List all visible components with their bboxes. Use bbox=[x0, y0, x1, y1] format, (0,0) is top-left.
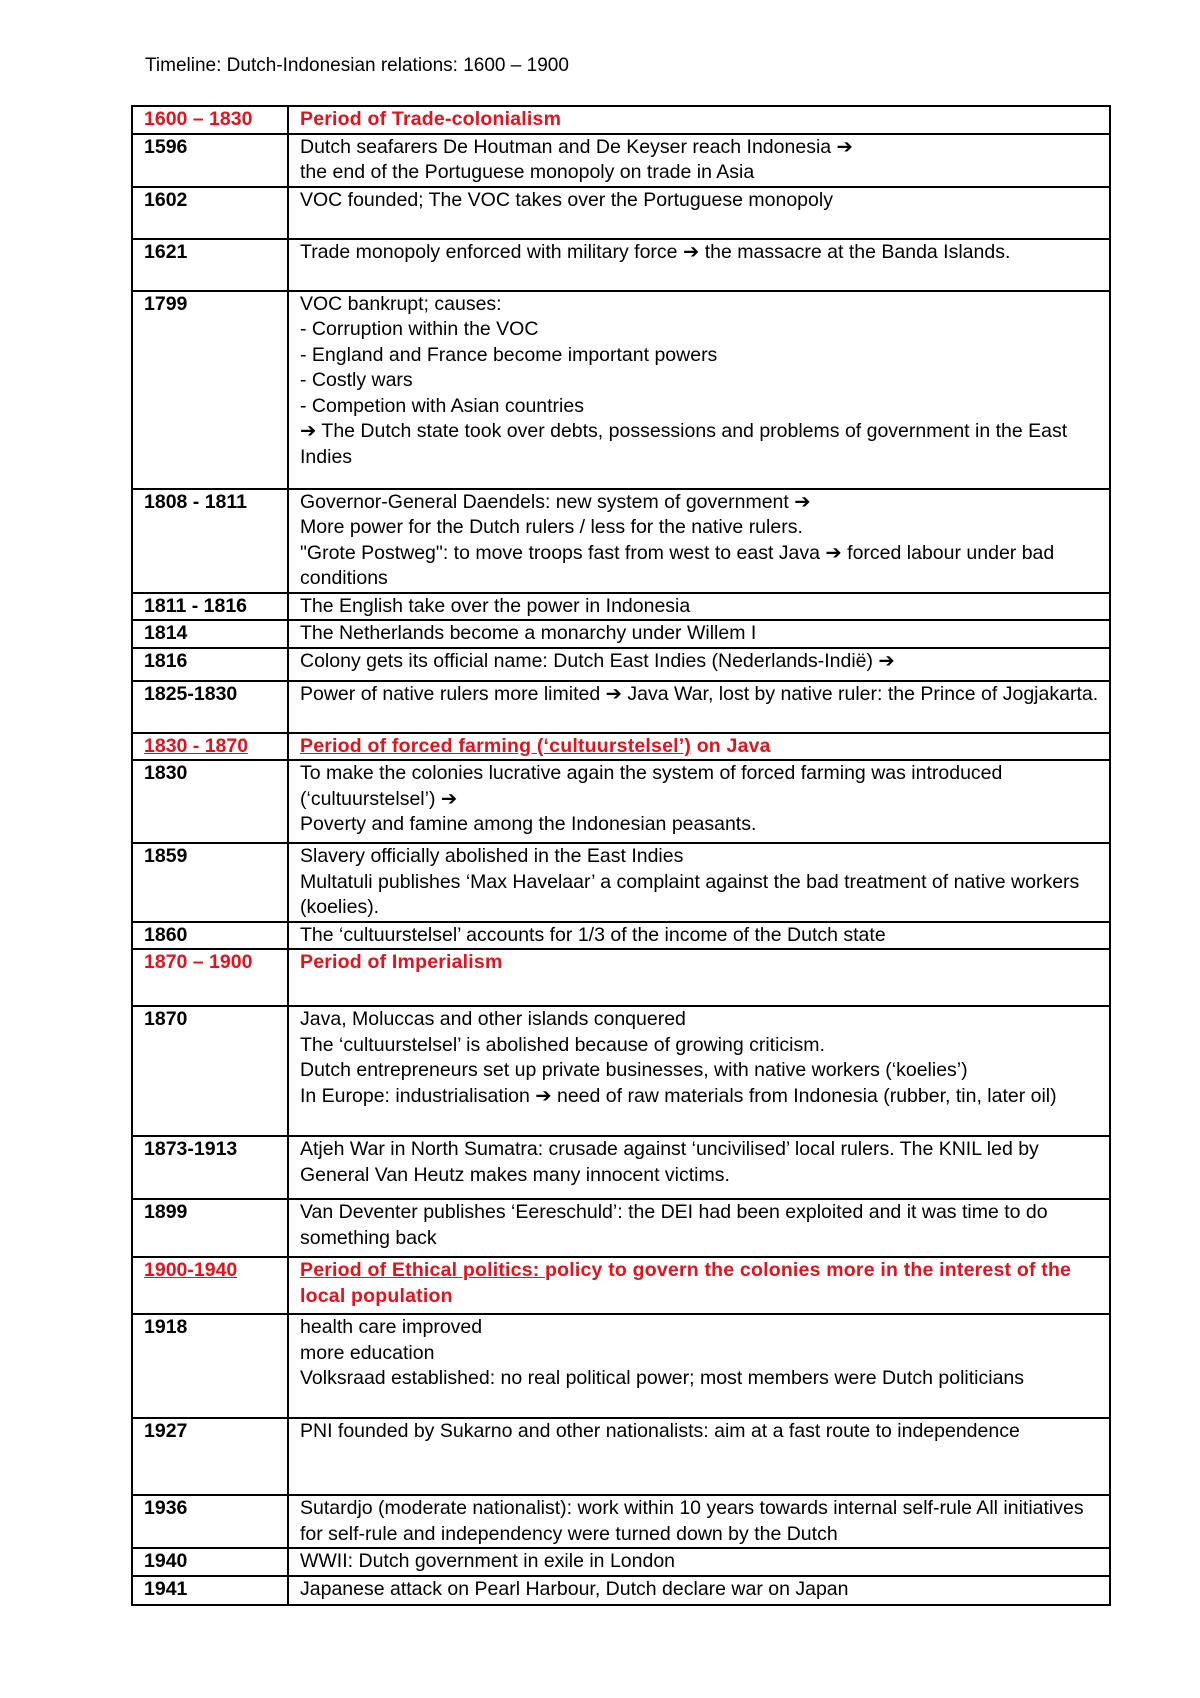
table-row bbox=[132, 1199, 1110, 1257]
table-row bbox=[132, 593, 1110, 621]
table-row bbox=[132, 1418, 1110, 1495]
row-description: Japanese attack on Pearl Harbour, Dutch declare war on Japan bbox=[288, 1576, 1110, 1605]
row-description: Slavery officially abolished in the East Indies Multatuli publishes ‘Max Havelaar’ a complaint against the bad treatment of native workers (koelies). bbox=[288, 843, 1110, 922]
row-description: health care improved more education Volksraad established: no real political power; most members were Dutch politicians bbox=[288, 1314, 1110, 1418]
table-row bbox=[132, 489, 1110, 593]
table-row bbox=[132, 760, 1110, 843]
arrow-right-icon: ➔ bbox=[682, 240, 700, 263]
row-description: The English take over the power in Indonesia bbox=[288, 593, 1110, 621]
row-year: 1859 bbox=[132, 843, 288, 922]
row-year: 1808 - 1811 bbox=[132, 489, 288, 593]
table-row bbox=[132, 922, 1110, 950]
row-year: 1811 - 1816 bbox=[132, 593, 288, 621]
table-row bbox=[132, 1314, 1110, 1418]
period-years: 1600 – 1830 bbox=[132, 106, 288, 134]
row-description: Java, Moluccas and other islands conquered The ‘cultuurstelsel’ is abolished because of growing criticism. Dutch entrepreneurs set up private businesses, with native workers (‘koelies’) In Europe: industrialisation ➔ need of raw materials from Indonesia (rubber, tin, later oil) bbox=[288, 1006, 1110, 1136]
row-description: PNI founded by Sukarno and other nationalists: aim at a fast route to independence bbox=[288, 1418, 1110, 1495]
row-description: The Netherlands become a monarchy under Willem I bbox=[288, 620, 1110, 648]
table-row bbox=[132, 648, 1110, 681]
row-year: 1825-1830 bbox=[132, 681, 288, 733]
table-row bbox=[132, 843, 1110, 922]
row-description: Atjeh War in North Sumatra: crusade against ‘uncivilised’ local rulers. The KNIL led by General Van Heutz makes many innocent victims. bbox=[288, 1136, 1110, 1199]
period-row-forced-farming bbox=[132, 733, 1110, 761]
row-year: 1936 bbox=[132, 1495, 288, 1548]
table-row bbox=[132, 1136, 1110, 1199]
row-description: VOC founded; The VOC takes over the Portuguese monopoly bbox=[288, 187, 1110, 239]
row-year: 1814 bbox=[132, 620, 288, 648]
period-years: 1830 - 1870 bbox=[132, 733, 288, 761]
row-year: 1870 bbox=[132, 1006, 288, 1136]
row-year: 1596 bbox=[132, 134, 288, 187]
table-row bbox=[132, 1006, 1110, 1136]
arrow-right-icon: ➔ bbox=[535, 1084, 552, 1107]
row-description: The ‘cultuurstelsel’ accounts for 1/3 of the income of the Dutch state bbox=[288, 922, 1110, 950]
row-description: Governor-General Daendels: new system of government ➔ More power for the Dutch rulers / less for the native rulers. "Grote Postweg": to move troops fast from west to east Java ➔ forced labour under bad conditions bbox=[288, 489, 1110, 593]
row-year: 1899 bbox=[132, 1199, 288, 1257]
period-row-imperialism bbox=[132, 949, 1110, 1006]
table-row bbox=[132, 291, 1110, 489]
arrow-right-icon: ➔ bbox=[794, 490, 811, 513]
row-description: Trade monopoly enforced with military force ➔ the massacre at the Banda Islands. bbox=[288, 239, 1110, 291]
period-label: Period of Ethical politics: policy to govern the colonies more in the interest of the local population bbox=[288, 1257, 1110, 1314]
row-description: Colony gets its official name: Dutch East Indies (Nederlands-Indië) ➔ bbox=[288, 648, 1110, 681]
period-row-ethical-politics bbox=[132, 1257, 1110, 1314]
row-description: Power of native rulers more limited ➔ Java War, lost by native ruler: the Prince of Jogjakarta. bbox=[288, 681, 1110, 733]
row-description: Dutch seafarers De Houtman and De Keyser reach Indonesia ➔ the end of the Portuguese monopoly on trade in Asia bbox=[288, 134, 1110, 187]
row-year: 1860 bbox=[132, 922, 288, 950]
arrow-right-icon: ➔ bbox=[836, 135, 853, 158]
table-row bbox=[132, 1548, 1110, 1576]
period-label: Period of forced farming (‘cultuurstelsel’) on Java bbox=[288, 733, 1110, 761]
row-year: 1940 bbox=[132, 1548, 288, 1576]
table-row bbox=[132, 239, 1110, 291]
row-description: To make the colonies lucrative again the system of forced farming was introduced (‘cultuurstelsel’) ➔ Poverty and famine among the Indonesian peasants. bbox=[288, 760, 1110, 843]
table-row bbox=[132, 187, 1110, 239]
row-year: 1830 bbox=[132, 760, 288, 843]
table-row bbox=[132, 1576, 1110, 1605]
table-row bbox=[132, 681, 1110, 733]
row-year: 1602 bbox=[132, 187, 288, 239]
document-title: Timeline: Dutch-Indonesian relations: 1600 – 1900 bbox=[145, 55, 569, 76]
row-year: 1941 bbox=[132, 1576, 288, 1605]
arrow-right-icon: ➔ bbox=[825, 541, 842, 564]
period-row-trade-colonialism bbox=[132, 106, 1110, 134]
row-description: Sutardjo (moderate nationalist): work within 10 years towards internal self-rule All initiatives for self-rule and independency were turned down by the Dutch bbox=[288, 1495, 1110, 1548]
row-year: 1873-1913 bbox=[132, 1136, 288, 1199]
arrow-right-icon: ➔ bbox=[878, 649, 895, 672]
row-year: 1927 bbox=[132, 1418, 288, 1495]
timeline-table bbox=[131, 105, 1111, 1606]
row-year: 1799 bbox=[132, 291, 288, 489]
row-year: 1621 bbox=[132, 239, 288, 291]
row-year: 1918 bbox=[132, 1314, 288, 1418]
period-years: 1870 – 1900 bbox=[132, 949, 288, 1006]
row-description: Van Deventer publishes ‘Eereschuld’: the DEI had been exploited and it was time to do something back bbox=[288, 1199, 1110, 1257]
period-label: Period of Trade-colonialism bbox=[288, 106, 1110, 134]
table-row bbox=[132, 134, 1110, 187]
row-description: VOC bankrupt; causes: - Corruption within the VOC - England and France become important powers - Costly wars - Competion with Asian countries ➔ The Dutch state took over debts, possessions and problems of government in the East Indies bbox=[288, 291, 1110, 489]
period-years: 1900-1940 bbox=[132, 1257, 288, 1314]
period-label: Period of Imperialism bbox=[288, 949, 1110, 1006]
table-row bbox=[132, 1495, 1110, 1548]
arrow-right-icon: ➔ bbox=[440, 787, 458, 810]
arrow-right-icon: ➔ bbox=[300, 420, 317, 442]
row-year: 1816 bbox=[132, 648, 288, 681]
arrow-right-icon: ➔ bbox=[605, 682, 622, 705]
row-description: WWII: Dutch government in exile in London bbox=[288, 1548, 1110, 1576]
table-row bbox=[132, 620, 1110, 648]
